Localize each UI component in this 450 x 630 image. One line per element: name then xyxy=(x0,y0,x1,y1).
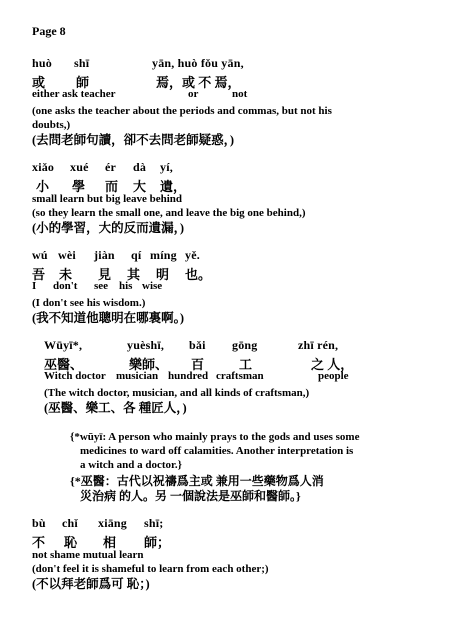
hanzi-word: 師 xyxy=(76,75,90,90)
footnote-cn-line-1: {*巫醫：古代以祝禱爲主或 兼用一些藥物爲人消 xyxy=(70,474,324,488)
sentence-3 xyxy=(32,248,432,326)
pinyin-word: yí, xyxy=(160,160,173,174)
hanzi-word: 也。 xyxy=(185,267,212,282)
translation-line: (The witch doctor, musician, and all kinds of craftsman,) xyxy=(44,387,310,399)
pinyin-word: jiàn xyxy=(94,248,115,262)
gloss-word: hundred xyxy=(168,370,209,382)
hanzi-word: 之 人， xyxy=(311,357,354,372)
pinyin-word: zhī rén, xyxy=(298,338,339,352)
pinyin-word: xiāng xyxy=(98,516,128,530)
hanzi-word: 或 xyxy=(32,75,46,90)
pinyin-word: bǎi xyxy=(189,338,206,352)
chinese-translation: (巫醫、樂工、各 種匠人，) xyxy=(44,401,187,415)
chinese-translation: (去問老師句讀，卻不去問老師疑惑，) xyxy=(32,133,235,147)
hanzi-word: 遺， xyxy=(160,179,187,194)
hanzi-row xyxy=(32,532,432,548)
hanzi-row xyxy=(44,354,424,370)
gloss-word: wise xyxy=(142,280,163,292)
hanzi-word: 未 xyxy=(59,267,73,282)
pinyin-word: xué xyxy=(70,160,89,174)
translation-line-2: doubts,) xyxy=(32,119,71,131)
hanzi-row xyxy=(32,264,432,280)
pinyin-word: dà xyxy=(133,160,147,174)
gloss-word: musician xyxy=(116,370,159,382)
pinyin-word: ér xyxy=(105,160,117,174)
hanzi-word: 見 xyxy=(98,267,112,282)
footnote-cn-line-2: 災治病 的人。另 一個說法是巫師和醫師。} xyxy=(80,489,301,503)
pinyin-word: míng xyxy=(150,248,177,262)
hanzi-word: 相 xyxy=(103,535,117,550)
chinese-translation: (不以拜老師爲可 恥；) xyxy=(32,577,150,591)
gloss-word: his xyxy=(119,280,133,292)
pinyin-word: Wūyī*, xyxy=(44,338,83,352)
gloss-line: not shame mutual learn xyxy=(32,549,144,561)
gloss-line: small learn but big leave behind xyxy=(32,193,183,205)
pinyin-word: wèi xyxy=(58,248,76,262)
pinyin-word: yuèshī, xyxy=(127,338,165,352)
hanzi-word: 明 xyxy=(156,267,170,282)
pinyin-word: xiǎo xyxy=(32,160,55,174)
gloss-word: not xyxy=(232,88,248,100)
hanzi-word: 而 xyxy=(105,179,119,194)
hanzi-row xyxy=(32,176,432,192)
pinyin-word: yě. xyxy=(185,248,200,262)
translation-line-1: (one asks the teacher about the periods and commas, but not his xyxy=(32,105,332,117)
hanzi-word: 恥 xyxy=(64,535,78,550)
gloss-row xyxy=(32,280,432,296)
pinyin-word: qí xyxy=(131,248,142,262)
pinyin-row xyxy=(44,338,424,354)
gloss-word: see xyxy=(94,280,109,292)
footnote-en-line-3: a witch and a doctor.} xyxy=(80,459,183,471)
hanzi-word: 大 xyxy=(133,179,147,194)
pinyin-word: wú xyxy=(32,248,48,262)
gloss-word: don't xyxy=(53,280,78,292)
hanzi-word: 其 xyxy=(127,267,141,282)
hanzi-word: 百 xyxy=(191,357,205,372)
pinyin-row xyxy=(32,516,432,532)
hanzi-row xyxy=(32,72,432,88)
hanzi-word: 樂師、 xyxy=(129,357,169,372)
gloss-word: either ask teacher xyxy=(32,88,116,100)
pinyin-row xyxy=(32,160,432,176)
chinese-translation: (我不知道他聰明在哪裏啊。) xyxy=(32,311,185,325)
translation-line: (I don't see his wisdom.) xyxy=(32,297,146,309)
sentence-1 xyxy=(32,56,432,148)
gloss-word: or xyxy=(188,88,199,100)
hanzi-word: 師； xyxy=(144,535,171,550)
pinyin-word: yān, huò fǒu yān, xyxy=(152,56,244,70)
hanzi-word: 焉，或 不 焉， xyxy=(156,75,241,90)
pinyin-word: bù xyxy=(32,516,46,530)
pinyin-word: huò xyxy=(32,56,52,70)
pinyin-word: gōng xyxy=(232,338,258,352)
chinese-translation: (小的學習，大的反而遺漏，) xyxy=(32,221,185,235)
gloss-row xyxy=(44,370,424,386)
gloss-word: Witch doctor xyxy=(44,370,106,382)
footnote-en-line-1: {*wūyī: A person who mainly prays to the gods and uses some xyxy=(70,431,360,443)
page-label: Page 8 xyxy=(32,24,66,38)
hanzi-word: 巫醫、 xyxy=(44,357,84,372)
gloss-word: craftsman xyxy=(216,370,264,382)
pinyin-row xyxy=(32,248,432,264)
hanzi-word: 吾 xyxy=(32,267,46,282)
gloss-word: I xyxy=(32,280,37,292)
hanzi-word: 小 xyxy=(36,179,50,194)
sentence-4 xyxy=(44,338,424,416)
footnote xyxy=(70,430,440,504)
hanzi-word: 工 xyxy=(239,357,253,372)
footnote-en-line-2: medicines to ward off calamities. Another interpretation is xyxy=(80,445,354,457)
pinyin-word: shī xyxy=(74,56,90,70)
sentence-2 xyxy=(32,160,432,236)
pinyin-row xyxy=(32,56,432,72)
hanzi-word: 不 xyxy=(32,535,46,550)
translation-line: (don't feel it is shameful to learn from each other;) xyxy=(32,563,269,575)
translation-line: (so they learn the small one, and leave the big one behind,) xyxy=(32,207,306,219)
gloss-row xyxy=(32,88,432,104)
hanzi-word: 學 xyxy=(72,179,86,194)
pinyin-word: chǐ xyxy=(62,516,78,530)
pinyin-word: shī; xyxy=(144,516,164,530)
gloss-word: people xyxy=(318,370,349,382)
sentence-5 xyxy=(32,516,432,592)
